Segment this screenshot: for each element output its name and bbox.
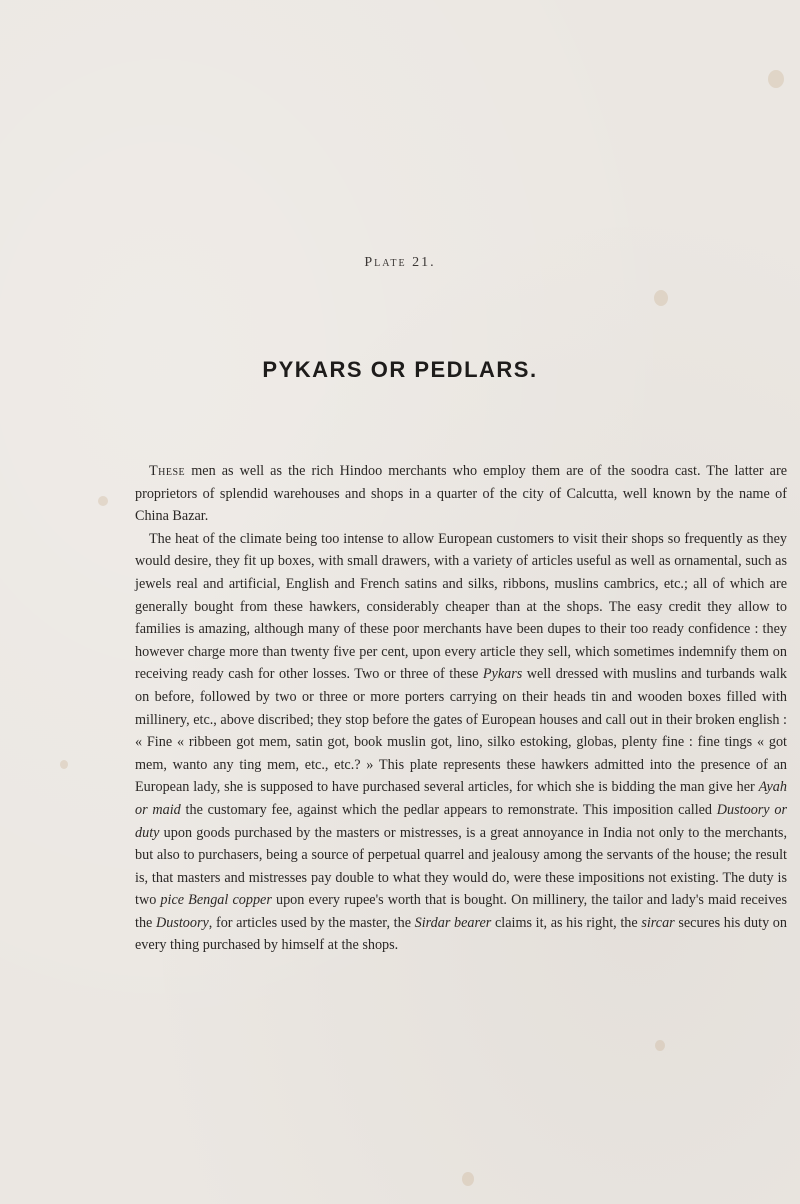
text-span: The heat of the climate being too intense to allow European customers to visit their shops so frequently as they would desire, they fit up boxes, with small drawers, with a variety of articles useful as well as ornamental, such as jewels real and artificial, English and French satins and silks, ribbons, muslins cambrics, etc.; all of which are generally bought from these hawkers, considerably cheaper than at the shops. The easy credit they allow to families is amazing, although many of these poor merchants have been dupes to their too ready confidence : they however charge more than twenty five per cent, upon every article they sell, which sometimes indemnify them on receiving ready cash for other losses. Two or three of these xyxy=(135,530,787,683)
text-span: , for articles used by the master, the xyxy=(208,914,415,931)
italic-term: pice Bengal copper xyxy=(160,892,272,909)
body-text xyxy=(135,460,787,957)
italic-term: sircar xyxy=(641,914,675,931)
lead-word: These xyxy=(149,463,186,479)
paragraph-2 xyxy=(135,528,787,957)
paper-stain xyxy=(60,760,68,769)
paper-stain xyxy=(98,496,108,506)
italic-term: Dustoory xyxy=(155,914,209,931)
plate-number: Plate 21. xyxy=(364,255,436,270)
paper-stain xyxy=(655,1040,665,1051)
text-span: the customary fee, against which the pedlar appears to remonstrate. This imposition called xyxy=(180,801,717,818)
text-span: upon every rupee's worth that is bought. On millinery, the tailor and lady's maid receives the xyxy=(135,892,787,931)
italic-term: Ayah or maid xyxy=(135,779,787,818)
text-span: claims it, as his right, the xyxy=(491,914,642,931)
text-span: well dressed with muslins and turbands walk on before, followed by two or three or more porters carrying on their heads tin and wooden boxes filled with millinery, etc., above discribed; they stop before the gates of European houses and call out in their broken english : « Fine « ribbeen got mem, satin got, book muslin got, lino, silko estoking, globas, plenty fine : fine tings « got mem, wanto any ting mem, etc., etc.? » This plate represents these hawkers admitted into the presence of an European lady, she is supposed to have purchased several articles, for which she is bidding the man give her xyxy=(135,666,787,796)
paper-stain xyxy=(462,1172,474,1186)
paragraph-1 xyxy=(135,460,787,528)
plate-title: PYKARS OR PEDLARS. xyxy=(262,357,538,382)
text-span: secures his duty on every thing purchased by himself at the shops. xyxy=(135,914,787,954)
paper-stain xyxy=(768,70,784,88)
paper-stain xyxy=(654,290,668,306)
italic-term: Pykars xyxy=(482,666,523,683)
paragraph-1-text: men as well as the rich Hindoo merchants who employ them are of the soodra cast. The latter are proprietors of splendid warehouses and shops in a quarter of the city of Calcutta, well known by the name of China Bazar. xyxy=(135,463,787,525)
italic-term: Dustoory or duty xyxy=(135,801,787,841)
italic-term: Sirdar bearer xyxy=(414,914,492,931)
text-span: upon goods purchased by the masters or mistresses, is a great annoyance in India not only to the merchants, but also to purchasers, being a source of perpetual quarrel and jealousy among the servants of the house; the result is, that masters and mistresses pay double to what they would do, were these impositions not existing. The duty is two xyxy=(135,824,787,909)
